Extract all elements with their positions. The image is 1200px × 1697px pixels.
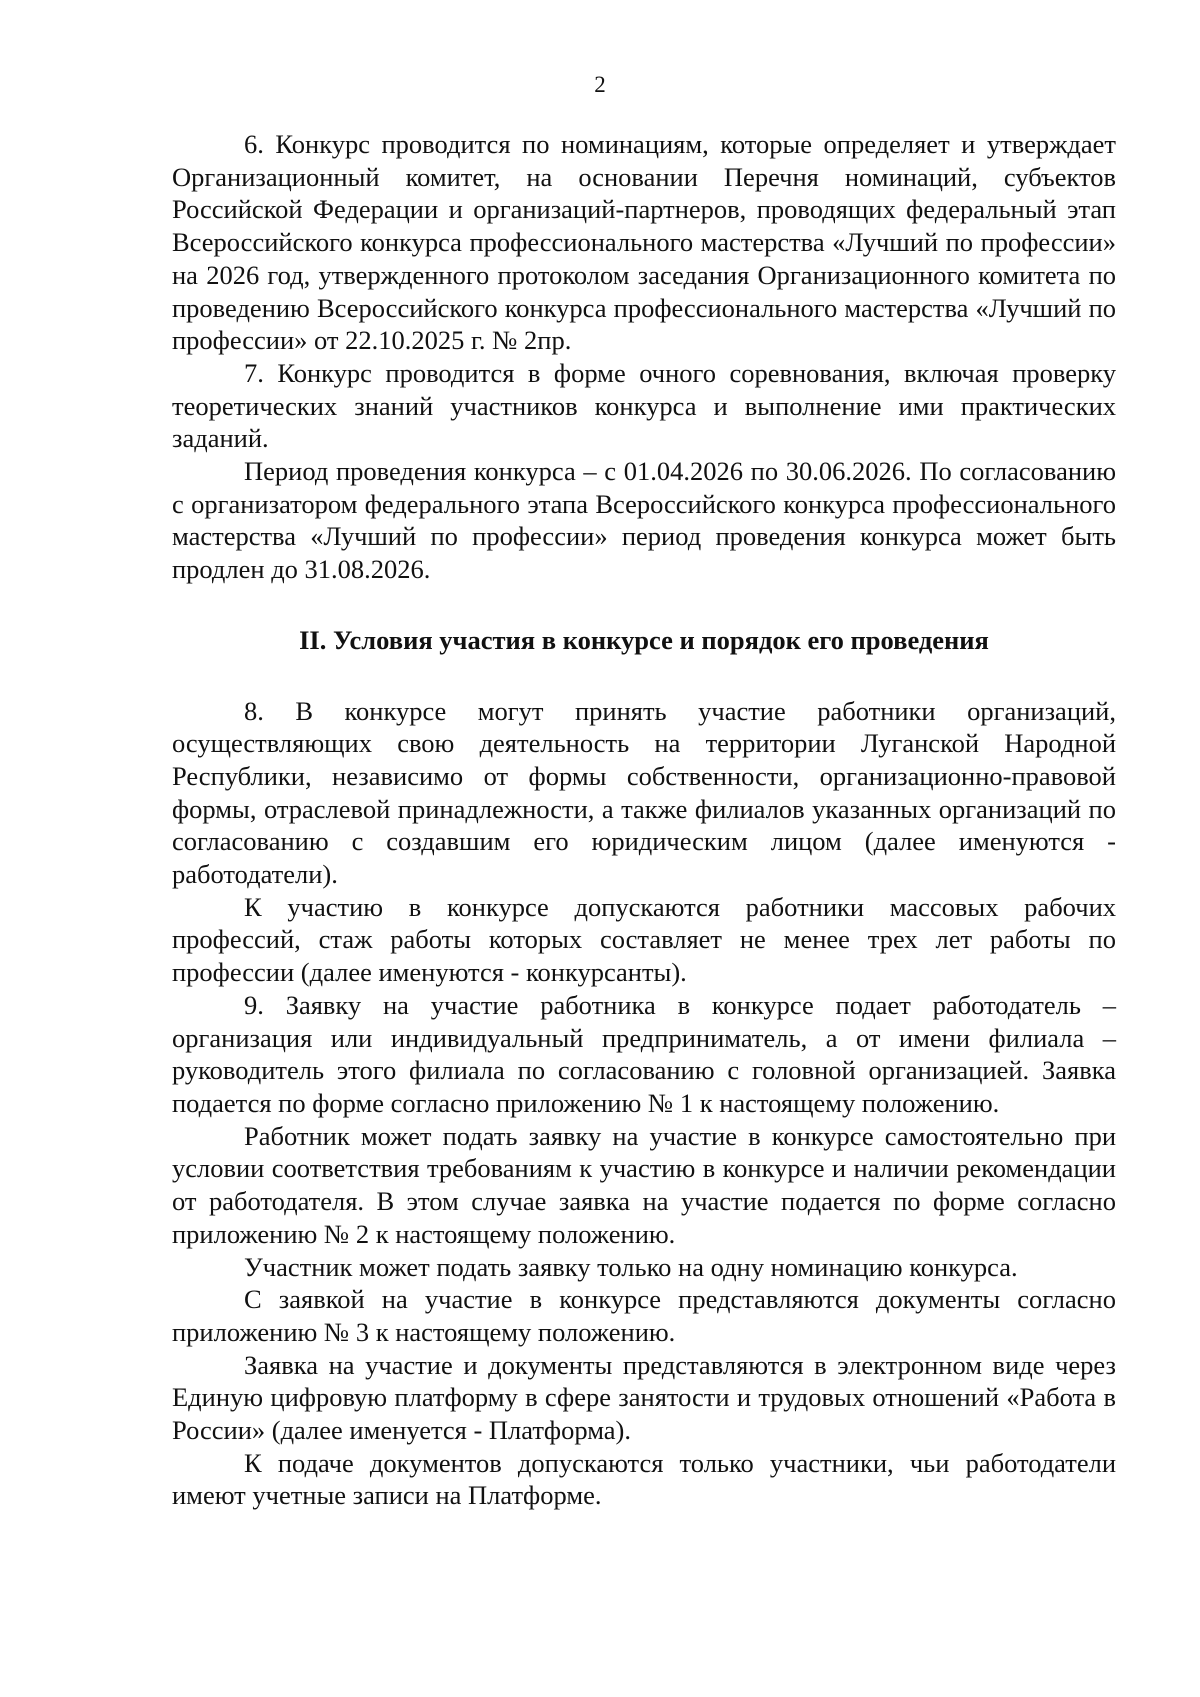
page-number: 2: [594, 72, 606, 97]
paragraph-8: 8. В конкурсе могут принять участие работники организаций, осуществляющих свою деятельность на территории Луганской Народной Республики, независимо от формы собственности, организационно-правовой формы, отраслевой принадлежности, а также филиалов указанных организаций по согласованию с создавшим его юридическим лицом (далее именуются - работодатели).: [172, 695, 1116, 890]
section-heading: II. Условия участия в конкурсе и порядок его проведения: [299, 624, 989, 655]
document-body: [172, 128, 1116, 1512]
paragraph-period: Период проведения конкурса – с 01.04.2026 по 30.06.2026. По согласованию с организатором федерального этапа Всероссийского конкурса профессионального мастерства «Лучший по профессии» период проведения конкурса может быть продлен до 31.08.2026.: [172, 456, 1116, 585]
paragraph-self-application: Работник может подать заявку на участие в конкурсе самостоятельно при условии соответствия требованиям к участию в конкурсе и наличии рекомендации от работодателя. В этом случае заявка на участие подается по форме согласно приложению № 2 к настоящему положению.: [172, 1120, 1116, 1249]
paragraph-admission: К участию в конкурсе допускаются работники массовых рабочих профессий, стаж работы которых составляет не менее трех лет работы по профессии (далее именуются - конкурсанты).: [172, 891, 1116, 988]
paragraph-accounts: К подаче документов допускаются только участники, чьи работодатели имеют учетные записи на Платформе.: [172, 1447, 1116, 1511]
paragraph-7: 7. Конкурс проводится в форме очного соревнования, включая проверку теоретических знаний участников конкурса и выполнение ими практических заданий.: [172, 357, 1116, 454]
paragraph-one-nomination: Участник может подать заявку только на одну номинацию конкурса.: [244, 1251, 1018, 1282]
paragraph-documents: С заявкой на участие в конкурсе представляются документы согласно приложению № 3 к настоящему положению.: [172, 1284, 1116, 1347]
paragraph-9: 9. Заявку на участие работника в конкурсе подает работодатель – организация или индивидуальный предприниматель, а от имени филиала – руководитель этого филиала по согласованию с головной организацией. Заявка подается по форме согласно приложению № 1 к настоящему положению.: [172, 989, 1116, 1118]
paragraph-6: 6. Конкурс проводится по номинациям, которые определяет и утверждает Организационный комитет, на основании Перечня номинаций, субъектов Российской Федерации и организаций-партнеров, проводящих федеральный этап Всероссийского конкурса профессионального мастерства «Лучший по профессии» на 2026 год, утвержденного протоколом заседания Организационного комитета по проведению Всероссийского конкурса профессионального мастерства «Лучший по профессии» от 22.10.2025 г. № 2пр.: [172, 129, 1116, 356]
paragraph-electronic: Заявка на участие и документы представляются в электронном виде через Единую цифровую платформу в сфере занятости и трудовых отношений «Работа в России» (далее именуется - Платформа).: [172, 1349, 1116, 1446]
